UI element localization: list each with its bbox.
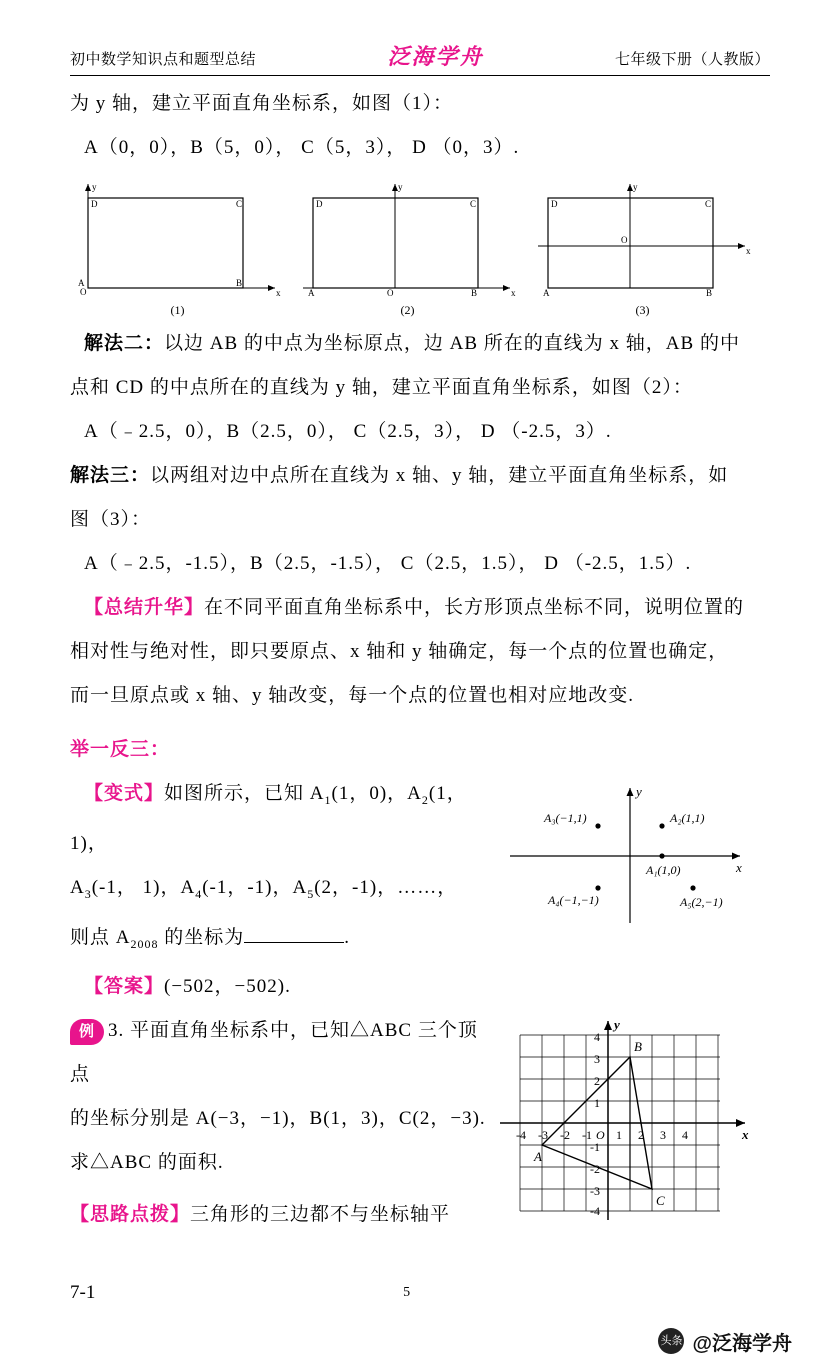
svg-text:-2: -2: [560, 1128, 570, 1143]
svg-text:x: x: [511, 288, 516, 296]
paragraph-intro: 为 y 轴，建立平面直角坐标系，如图（1）：: [70, 93, 454, 114]
svg-text:x: x: [276, 288, 281, 296]
svg-text:A: A: [534, 1149, 542, 1165]
svg-text:C: C: [656, 1193, 665, 1209]
figure-1: [70, 176, 285, 318]
solution-3-coords: A（﹣2.5，-1.5），B（2.5，-1.5）， C（2.5，1.5）， D （-2.5，1.5）.: [84, 553, 692, 574]
solution-2-text-2: 点和 CD 的中点所在的直线为 y 轴，建立平面直角坐标系，如图（2）：: [70, 377, 693, 398]
figure-triangle-grid: [490, 1015, 760, 1230]
svg-text:A: A: [78, 278, 85, 288]
footer-section-number: 7-1: [70, 1282, 96, 1303]
svg-text:-4: -4: [590, 1204, 600, 1219]
svg-text:x: x: [736, 860, 742, 875]
variation-text-j: .: [344, 926, 350, 948]
summary-text-3: 而一旦原点或 x 轴、y 轴改变，每一个点的位置也相对应地改变.: [70, 685, 635, 706]
svg-text:2: 2: [594, 1074, 600, 1089]
paragraph-coords-1: A（0，0），B（5，0）， C（5，3）， D （0，3）.: [84, 137, 520, 158]
svg-text:O: O: [387, 288, 394, 296]
svg-text:D: D: [551, 199, 558, 209]
svg-text:A₁(1,0): A₁(1,0): [646, 863, 681, 877]
variation-text-h: 则点 A: [70, 926, 131, 948]
example-text-3: 求△ABC 的面积.: [70, 1152, 224, 1174]
svg-text:A₅(2,−1): A₅(2,−1): [680, 895, 723, 909]
svg-text:y: y: [92, 182, 97, 192]
figure-3: [530, 176, 755, 318]
header-brand-title: 泛海学舟: [387, 44, 484, 69]
variation-text-f: (-1，-1)，A: [202, 876, 308, 898]
example-text-column: [70, 1009, 490, 1237]
svg-text:-1: -1: [582, 1128, 592, 1143]
svg-text:y: y: [636, 784, 642, 799]
svg-text:A₂(1,1): A₂(1,1): [670, 811, 705, 825]
svg-text:3: 3: [594, 1052, 600, 1067]
svg-text:A: A: [543, 288, 550, 296]
watermark-bar: [0, 1318, 828, 1364]
svg-text:y: y: [398, 182, 403, 192]
variation-text-a: 如图所示，已知 A: [164, 783, 325, 804]
svg-text:C: C: [470, 199, 477, 209]
figure-points-plot: [490, 778, 760, 928]
hint-tag: 【思路点拨】: [70, 1204, 191, 1226]
svg-text:B: B: [471, 288, 478, 296]
variation-text-d: A: [70, 876, 85, 898]
answer-blank[interactable]: [244, 942, 344, 943]
svg-text:-2: -2: [590, 1162, 600, 1177]
variation-text-c: (1， 1)，: [70, 783, 467, 854]
svg-text:O: O: [621, 235, 628, 245]
svg-text:B: B: [236, 278, 243, 288]
variation-sub-1: 1: [324, 792, 332, 807]
variation-line-1: [70, 772, 490, 866]
solution-3-label: 解法三：: [70, 465, 151, 486]
figure-1-caption: (1): [170, 303, 185, 317]
svg-text:4: 4: [682, 1128, 688, 1143]
toutiao-logo-icon: 头条: [658, 1328, 684, 1354]
answer-text: (−502，−502).: [164, 976, 291, 998]
svg-text:2: 2: [638, 1128, 644, 1143]
svg-text:1: 1: [594, 1096, 600, 1111]
svg-text:y: y: [633, 182, 638, 192]
variation-line-3: [70, 916, 490, 966]
svg-text:-4: -4: [516, 1128, 526, 1143]
figure-2: [295, 176, 520, 318]
example-line-1: [70, 1009, 490, 1097]
svg-text:-3: -3: [590, 1184, 600, 1199]
watermark-text: @泛海学舟: [692, 1332, 792, 1355]
hint-text: 三角形的三边都不与坐标轴平: [190, 1204, 451, 1226]
figure-2-caption: (2): [400, 303, 415, 317]
variation-text-i: 的坐标为: [158, 926, 245, 948]
variation-sub-5: 5: [307, 886, 315, 901]
svg-text:D: D: [91, 199, 98, 209]
example-figure-column: [490, 1009, 760, 1235]
summary-tag: 【总结升华】: [84, 597, 205, 618]
figure-3-caption: (3): [635, 303, 650, 317]
svg-text:-1: -1: [590, 1140, 600, 1155]
svg-text:1: 1: [616, 1128, 622, 1143]
variation-tag: 【变式】: [84, 783, 165, 804]
svg-text:D: D: [316, 199, 323, 209]
svg-text:A₄(−1,−1): A₄(−1,−1): [548, 893, 599, 907]
example-text-1: 3. 平面直角坐标系中，已知△ABC 三个顶点: [70, 1020, 478, 1086]
svg-text:C: C: [236, 199, 243, 209]
svg-text:B: B: [634, 1039, 642, 1055]
answer-tag: 【答案】: [84, 976, 165, 998]
svg-text:A: A: [308, 288, 315, 296]
svg-text:O: O: [596, 1128, 605, 1143]
solution-2-text-1: 以边 AB 的中点为坐标原点，边 AB 所在的直线为 x 轴，AB 的中: [164, 333, 740, 354]
example-text-2: 的坐标分别是 A(−3，−1)，B(1，3)，C(2，−3).: [70, 1108, 486, 1130]
footer-page-number: 5: [403, 1285, 411, 1300]
svg-text:4: 4: [594, 1030, 600, 1045]
solution-3-text-1: 以两组对边中点所在直线为 x 轴、y 轴，建立平面直角坐标系，如: [150, 465, 729, 486]
summary-text-1: 在不同平面直角坐标系中，长方形顶点坐标不同，说明位置的: [204, 597, 745, 618]
figure-row-rectangles: [70, 176, 770, 318]
summary-paragraph: [70, 586, 770, 630]
page-content: [70, 40, 770, 1237]
variation-line-2: [70, 866, 490, 916]
variation-sub-4: 4: [195, 886, 203, 901]
svg-text:x: x: [742, 1127, 749, 1143]
variation-text-e: (-1， 1)，A: [91, 876, 196, 898]
svg-text:-3: -3: [538, 1128, 548, 1143]
svg-text:C: C: [705, 199, 712, 209]
summary-text-2: 相对性与绝对性，即只要原点、x 轴和 y 轴确定，每一个点的位置也确定，: [70, 641, 729, 662]
variation-section: [70, 772, 770, 965]
solution-2-paragraph: [70, 322, 770, 366]
variation-text-b: (1，0)，A: [331, 783, 422, 804]
variation-sub-2: 2: [421, 792, 429, 807]
variation-sub-6: 2008: [130, 936, 159, 951]
example-section: [70, 1009, 770, 1237]
variation-text-g: (2，-1)，……，: [314, 876, 458, 898]
variation-figure-column: [490, 772, 760, 933]
variation-text-column: [70, 772, 490, 965]
svg-text:A₃(−1,1): A₃(−1,1): [544, 811, 587, 825]
page-header: [70, 40, 770, 76]
jyfs-title: 举一反三：: [70, 739, 171, 760]
header-right-title: 七年级下册（人教版）: [614, 52, 770, 68]
svg-text:3: 3: [660, 1128, 666, 1143]
hint-paragraph: [70, 1193, 490, 1237]
svg-text:B: B: [706, 288, 713, 296]
solution-2-coords: A（﹣2.5，0），B（2.5，0）， C（2.5，3）， D （-2.5，3）.: [84, 421, 612, 442]
solution-3-paragraph: [70, 454, 770, 498]
variation-sub-3: 3: [84, 886, 92, 901]
header-left-title: 初中数学知识点和题型总结: [70, 52, 257, 68]
solution-2-label: 解法二：: [84, 333, 165, 354]
page-footer: [70, 1282, 778, 1304]
answer-paragraph: [70, 965, 770, 1009]
svg-text:x: x: [746, 246, 751, 256]
solution-3-text-2: 图（3）：: [70, 509, 152, 530]
svg-text:y: y: [614, 1017, 620, 1033]
example-badge: 例: [70, 1019, 104, 1045]
svg-text:O: O: [80, 287, 87, 296]
